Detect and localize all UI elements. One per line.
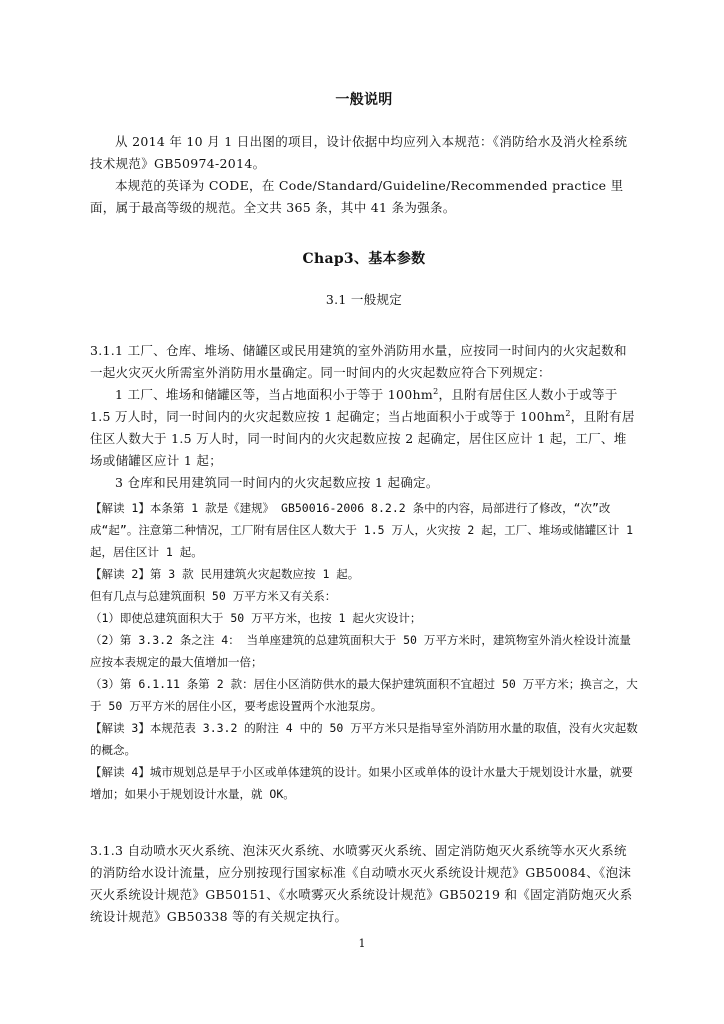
intro-block [90, 131, 638, 219]
note-paragraph: （1）即使总建筑面积大于 50 万平方米，也按 1 起火灾设计； [90, 611, 422, 625]
note-paragraph: 【解读 2】第 3 款 民用建筑火灾起数应按 1 起。 [90, 567, 360, 581]
section-heading: 3.1 一般规定 [325, 292, 403, 307]
note-paragraph: 【解读 1】本条第 1 款是《建规》 GB50016-2006 8.2.2 条中的内容，局部进行了修改，“次”改成“起”。注意第二种情况，工厂附有居住区人数大于 1.5 万人，火灾按 2 起，工厂、堆场或储罐区计 1 起，居住区计 1 起。 [90, 501, 634, 559]
note-paragraph: （2）第 3.3.2 条之注 4： 当单座建筑的总建筑面积大于 50 万平方米时，建筑物室外消火栓设计流量应按本表规定的最大值增加一倍； [90, 633, 631, 669]
clause-3-1-3: 3.1.3 自动喷水灭火系统、泡沫灭火系统、水喷雾灭火系统、固定消防炮灭火系统等水灭火系统的消防给水设计流量，应分别按现行国家标准《自动喷水灭火系统设计规范》GB50084、《泡沫灭火系统设计规范》GB50151、《水喷雾灭火系统设计规范》GB50219 和《固定消防炮灭火系统设计规范》GB50338 等的有关规定执行。 [90, 843, 633, 924]
chapter-heading: Chap3、基本参数 [302, 251, 426, 267]
note-paragraph: 【解读 4】城市规划总是早于小区或单体建筑的设计。如果小区或单体的设计水量大于规划设计水量，就要增加；如果小于规划设计水量，就 OK。 [90, 765, 633, 801]
note-paragraph: 但有几点与总建筑面积 50 万平方米又有关系： [90, 589, 337, 603]
page-number: 1 [358, 937, 366, 950]
clause-item-1: 1 工厂、堆场和储罐区等，当占地面积小于等于 $100hm^2$，且附有居住区人数小于或等于 1.5 万人时，同一时间内的火灾起数应按 1 起确定；当占地面积小于或等于 $100hm^2$，且附有居住区人数大于 1.5 万人时，同一时间内的火灾起数应按 2 起确定，居住区应计 1 起，工厂、堆场或储罐区应计 1 起； [90, 386, 635, 468]
clause-3-1-1 [90, 340, 638, 494]
intro-paragraph: 从 2014 年 10 月 1 日出图的项目，设计依据中均应列入本规范：《消防给水及消火栓系统技术规范》GB50974-2014。 [90, 134, 628, 171]
notes-block [90, 497, 638, 805]
clause-item-3: 3 仓库和民用建筑同一时间内的火灾起数应按 1 起确定。 [115, 475, 439, 490]
note-paragraph: 【解读 3】本规范表 3.3.2 的附注 4 中的 50 万平方米只是指导室外消防用水量的取值，没有火灾起数的概念。 [90, 721, 638, 757]
intro-paragraph: 本规范的英译为 CODE，在 Code/Standard/Guideline/Recommended practice 里面，属于最高等级的规范。全文共 365 条，其中 41 条为强条。 [90, 178, 624, 215]
page-title: 一般说明 [335, 92, 393, 108]
note-paragraph: （3）第 6.1.11 条第 2 款：居住小区消防供水的最大保护建筑面积不宜超过 50 万平方米；换言之，大于 50 万平方米的居住小区，要考虑设置两个水池泵房。 [90, 677, 638, 713]
clause-main: 3.1.1 工厂、仓库、堆场、储罐区或民用建筑的室外消防用水量，应按同一时间内的火灾起数和一起火灾灭火所需室外消防用水量确定。同一时间内的火灾起数应符合下列规定： [90, 343, 627, 380]
